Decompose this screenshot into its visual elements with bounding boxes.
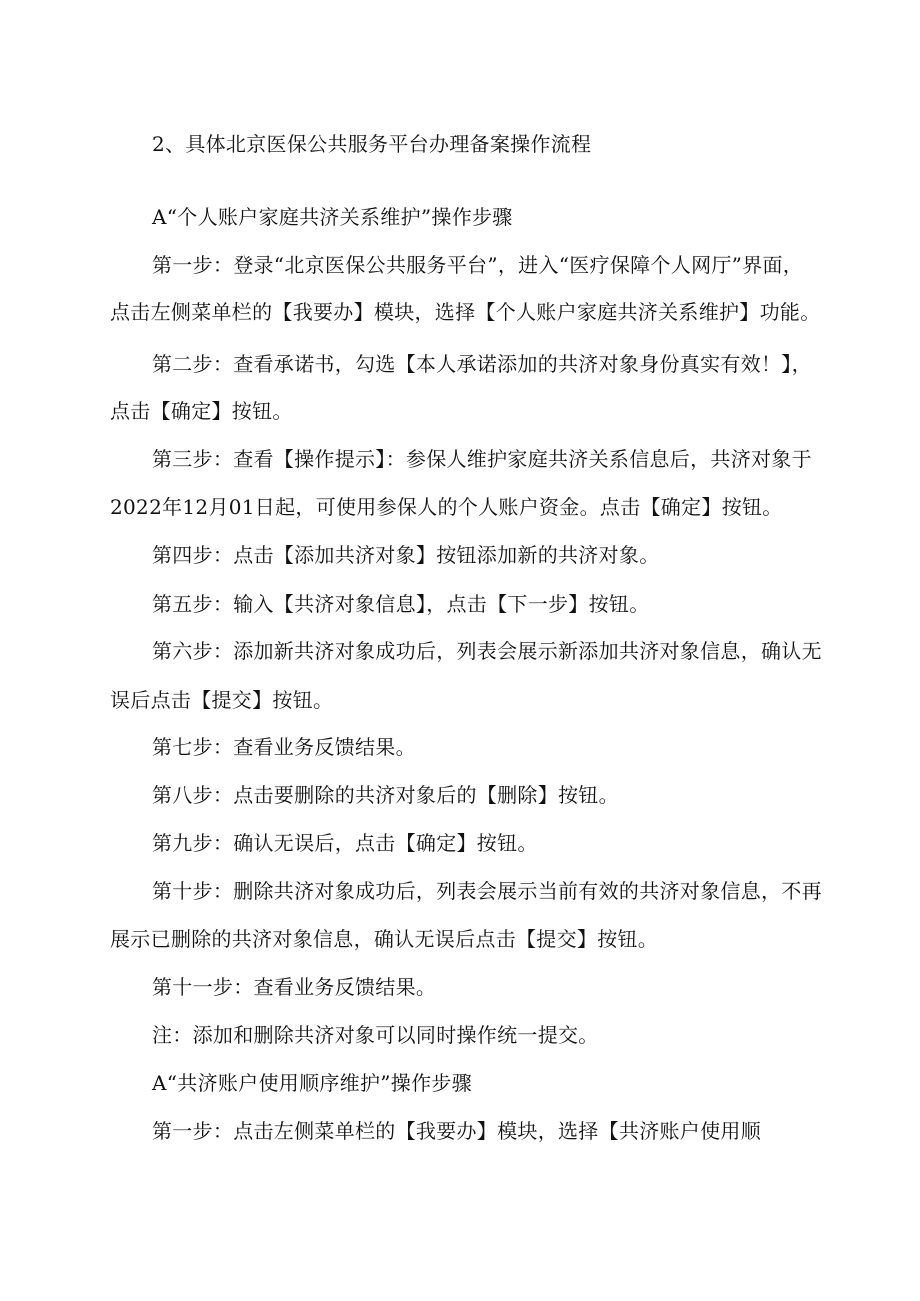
- part-b-title: A“共济账户使用顺序维护”操作步骤: [152, 1071, 472, 1095]
- step-1-line-2: 点击左侧菜单栏的【我要办】模块，选择【个人账户家庭共济关系维护】功能。: [110, 300, 821, 324]
- step-8: 第八步：点击要删除的共济对象后的【删除】按钮。: [152, 783, 619, 807]
- section-heading: 2、具体北京医保公共服务平台办理备案操作流程: [152, 132, 592, 156]
- step-1-line-1: 第一步：登录“北京医保公共服务平台”，进入“医疗保障个人网厅”界面，: [152, 253, 804, 277]
- step-2-line-2: 点击【确定】按钮。: [110, 399, 293, 423]
- part-b-step-1: 第一步：点击左侧菜单栏的【我要办】模块，选择【共济账户使用顺: [152, 1119, 761, 1143]
- step-6-line-1: 第六步：添加新共济对象成功后，列表会展示新添加共济对象信息，确认无: [152, 639, 822, 663]
- step-3-line-2: 2022年12月01日起，可使用参保人的个人账户资金。点击【确定】按钮。: [110, 495, 783, 519]
- step-11: 第十一步：查看业务反馈结果。: [152, 975, 437, 999]
- step-10-line-2: 展示已删除的共济对象信息，确认无误后点击【提交】按钮。: [110, 927, 659, 951]
- part-a-title: A“个人账户家庭共济关系维护”操作步骤: [152, 205, 513, 229]
- step-7: 第七步：查看业务反馈结果。: [152, 735, 416, 759]
- step-3-line-1: 第三步：查看【操作提示】：参保人维护家庭共济关系信息后，共济对象于: [152, 447, 812, 471]
- note: 注：添加和删除共济对象可以同时操作统一提交。: [152, 1023, 599, 1047]
- step-10-line-1: 第十步：删除共济对象成功后，列表会展示当前有效的共济对象信息，不再: [152, 879, 822, 903]
- step-6-line-2: 误后点击【提交】按钮。: [110, 688, 334, 712]
- step-2-line-1: 第二步：查看承诺书，勾选【本人承诺添加的共济对象身份真实有效！】，: [152, 352, 812, 376]
- step-5: 第五步：输入【共济对象信息】，点击【下一步】按钮。: [152, 592, 650, 616]
- step-9: 第九步：确认无误后，点击【确定】按钮。: [152, 831, 538, 855]
- step-4: 第四步：点击【添加共济对象】按钮添加新的共济对象。: [152, 543, 660, 567]
